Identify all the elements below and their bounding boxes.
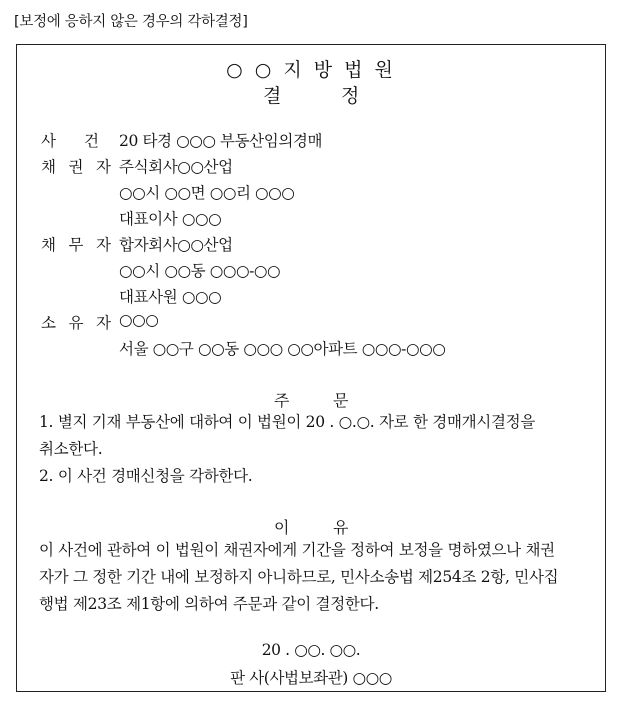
reason-line-2: 자가 그 정한 기간 내에 보정하지 아니하므로, 민사소송법 제254조 2항, 민사집 bbox=[39, 568, 559, 586]
document-heading: [보정에 응하지 않은 경우의 각하결정] bbox=[14, 14, 248, 30]
creditor-name: 주식회사○○산업 bbox=[119, 158, 233, 176]
reason-line-3: 행법 제23조 제1항에 의하여 주문과 같이 결정한다. bbox=[39, 595, 379, 613]
debtor-representative: 대표사원 ○○○ bbox=[119, 288, 222, 306]
debtor-name: 합자회사○○산업 bbox=[119, 236, 233, 254]
order-title: 주 문 bbox=[273, 391, 349, 410]
document-title-char-1: 결 bbox=[263, 85, 281, 107]
reason-title: 이 유 bbox=[273, 518, 349, 537]
decision-document bbox=[16, 44, 606, 692]
case-label: 사 건 bbox=[41, 132, 99, 150]
decision-date: 20 . ○○. ○○. bbox=[261, 641, 361, 659]
debtor-label: 채 무 자 bbox=[41, 236, 111, 254]
creditor-label: 채 권 자 bbox=[41, 158, 111, 176]
reason-text bbox=[39, 537, 587, 618]
owner-name: ○○○ bbox=[119, 311, 159, 329]
court-name: ○ ○ 지 방 법 원 bbox=[226, 59, 396, 81]
document-title bbox=[17, 81, 605, 108]
owner-label: 소 유 자 bbox=[41, 314, 111, 332]
judge-signature-line: 판 사(사법보좌관) ○○○ bbox=[230, 669, 392, 687]
order-item-1 bbox=[39, 409, 587, 463]
debtor-address: ○○시 ○○동 ○○○-○○ bbox=[119, 262, 281, 280]
reason-line-1: 이 사건에 관하여 이 법원이 채권자에게 기간을 정하여 보정을 명하였으나 채권 bbox=[39, 541, 555, 559]
order-item-1-line-2: 취소한다. bbox=[39, 440, 103, 458]
creditor-representative: 대표이사 ○○○ bbox=[119, 210, 222, 228]
order-item-2: 2. 이 사건 경매신청을 각하한다. bbox=[39, 467, 253, 485]
owner-address: 서울 ○○구 ○○동 ○○○ ○○아파트 ○○○-○○○ bbox=[119, 340, 446, 358]
creditor-address: ○○시 ○○면 ○○리 ○○○ bbox=[119, 184, 295, 202]
order-item-1-line-1: 1. 별지 기재 부동산에 대하여 이 법원이 20 . ○.○. 자로 한 경매개시결정을 bbox=[39, 413, 535, 431]
document-title-char-2: 정 bbox=[341, 85, 359, 107]
case-value: 20 타경 ○○○ 부동산임의경매 bbox=[119, 132, 323, 150]
